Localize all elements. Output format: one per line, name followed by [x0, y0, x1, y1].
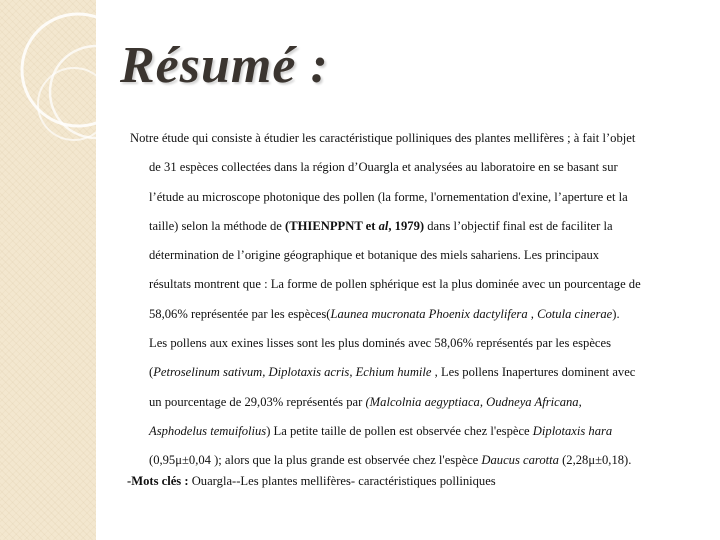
- abstract-line: [130, 124, 702, 153]
- decorative-sidebar: [0, 0, 96, 540]
- abstract-text-run: Daucus carotta: [481, 453, 559, 468]
- abstract-text-run: l’étude au microscope photonique des pollen (la forme, l'ornementation d'exine, l’aperture et la: [149, 189, 628, 204]
- decorative-rings: [0, 0, 96, 540]
- abstract-line: [130, 388, 702, 417]
- abstract-line: [130, 358, 702, 387]
- abstract-text-run: Asphodelus temuifolius: [149, 423, 267, 438]
- abstract-text-run: (Malcolnia aegyptiaca, Oudneya Africana,: [365, 394, 582, 409]
- abstract-line: [130, 183, 702, 212]
- abstract-line: [130, 270, 702, 299]
- abstract-line: [130, 329, 702, 358]
- abstract-text-run: al: [378, 218, 389, 233]
- abstract-line: [130, 241, 702, 270]
- abstract-text-run: Launea mucronata Phoenix dactylifera , Cotula cinerae: [330, 306, 613, 321]
- abstract-text-run: Diplotaxis hara: [532, 423, 613, 438]
- abstract-text-run: Petroselinum sativum, Diplotaxis acris, Echium humile: [153, 365, 432, 380]
- abstract-text-run: (2,28μ±0,18).: [558, 453, 632, 468]
- keywords-label: -Mots clés :: [127, 474, 192, 488]
- abstract-text-run: 58,06% représentée par les espèces(: [149, 306, 331, 321]
- abstract-text-run: résultats montrent que : La forme de pollen sphérique est la plus dominée avec un pourcentage de: [149, 277, 641, 292]
- abstract-text-run: (THIENPPNT et: [285, 218, 379, 233]
- abstract-line: [130, 417, 702, 446]
- abstract-line: [130, 446, 702, 475]
- abstract-text-run: (: [149, 365, 154, 380]
- abstract-text-run: détermination de l’origine géographique et botanique des miels sahariens. Les principaux: [149, 248, 600, 263]
- abstract-text-run: (0,95μ±0,04 ); alors que la plus grande est observée chez l'espèce: [149, 453, 482, 468]
- abstract-text-run: ).: [612, 306, 620, 321]
- abstract-text-run: un pourcentage de 29,03% représentés par: [149, 394, 366, 409]
- abstract-paragraph: [130, 124, 702, 476]
- abstract-text-run: taille) selon la méthode de: [149, 218, 286, 233]
- abstract-line: [130, 212, 702, 241]
- abstract-text-run: , 1979): [388, 218, 425, 233]
- slide-title: Résumé :: [120, 37, 329, 94]
- keywords-text: Ouargla--Les plantes mellifères- caractéristiques polliniques: [191, 474, 496, 488]
- keywords-line: [127, 474, 496, 489]
- abstract-text-run: Les pollens aux exines lisses sont les plus dominés avec 58,06% représentés par les espèces: [149, 336, 612, 351]
- abstract-text-run: Notre étude qui consiste à étudier les caractéristique polliniques des plantes mellifères ; à fait l’objet: [130, 131, 636, 145]
- abstract-text-run: , Les pollens Inapertures dominent avec: [431, 365, 636, 380]
- abstract-text-run: ) La petite taille de pollen est observée chez l'espèce: [266, 423, 533, 438]
- abstract-line: [130, 300, 702, 329]
- abstract-text-run: dans l’objectif final est de faciliter la: [424, 218, 613, 233]
- abstract-text-run: de 31 espèces collectées dans la région d’Ouargla et analysées au laboratoire en se basant sur: [149, 160, 618, 175]
- abstract-line: [130, 153, 702, 182]
